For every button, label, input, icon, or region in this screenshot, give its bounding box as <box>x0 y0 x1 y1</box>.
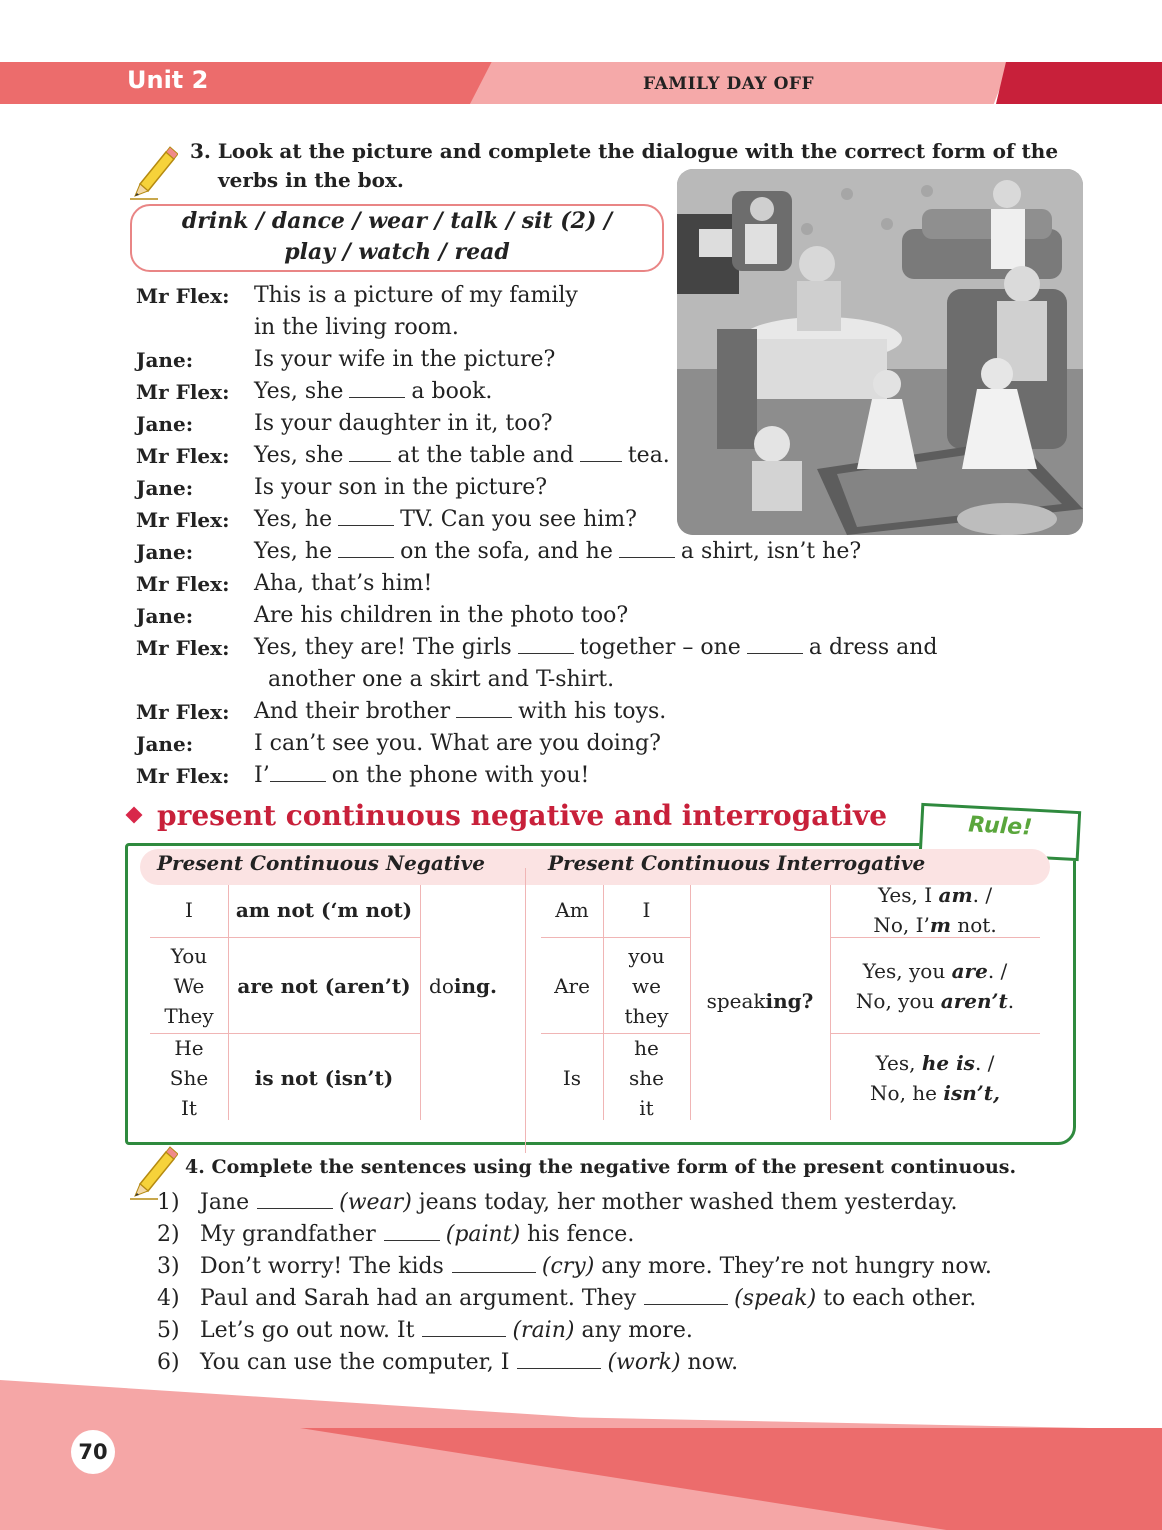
diamond-bullet-icon <box>126 807 143 824</box>
speaker: Mr Flex: <box>136 284 230 308</box>
neg-subject: I <box>185 898 193 922</box>
negative-header: Present Continuous Negative <box>157 851 485 875</box>
short-answer-yes: Yes, he is. / <box>875 1051 995 1075</box>
speaker: Jane: <box>136 348 194 372</box>
answer-blank[interactable] <box>422 1316 506 1337</box>
neg-subject: She <box>169 1066 209 1090</box>
dialogue-line: Is your wife in the picture? <box>254 347 556 372</box>
grid-line <box>830 1033 1040 1034</box>
speaker: Jane: <box>136 412 194 436</box>
dialogue-line: And their brother with his toys. <box>254 699 667 724</box>
short-answer-no: No, you aren’t. <box>855 989 1015 1013</box>
rule-badge-label: Rule! <box>967 812 1033 841</box>
dialogue-line: Yes, she at the table and tea. <box>254 443 670 468</box>
speaker: Jane: <box>136 476 194 500</box>
neg-subject: They <box>164 1004 214 1028</box>
exercise-sentence: My grandfather (paint) his fence. <box>200 1222 635 1247</box>
header-band-left <box>0 62 495 104</box>
speaker: Mr Flex: <box>136 572 230 596</box>
dialogue-line: Yes, he TV. Can you see him? <box>254 507 637 532</box>
living-room-illustration <box>677 169 1083 535</box>
speaker: Mr Flex: <box>136 508 230 532</box>
short-answer-no: No, he isn’t, <box>870 1081 1000 1105</box>
neg-aux: am not (‘m not) <box>235 898 413 922</box>
answer-blank[interactable] <box>384 1220 440 1241</box>
int-subject: it <box>639 1096 654 1120</box>
speaker: Mr Flex: <box>136 380 230 404</box>
speaker: Mr Flex: <box>136 636 230 660</box>
answer-blank[interactable] <box>518 633 574 654</box>
speaker: Jane: <box>136 604 194 628</box>
item-number: 4) <box>157 1286 180 1311</box>
exercise-sentence: Paul and Sarah had an argument. They (speak) to each other. <box>200 1286 977 1311</box>
verb-box <box>130 204 664 272</box>
answer-blank[interactable] <box>338 505 394 526</box>
verb-box-line2: play / watch / read <box>284 239 510 265</box>
int-subject: you <box>628 944 665 968</box>
item-number: 6) <box>157 1350 180 1375</box>
answer-blank[interactable] <box>456 697 512 718</box>
exercise-sentence: Jane (wear) jeans today, her mother washed them yesterday. <box>200 1190 958 1215</box>
chapter-title: FAMILY DAY OFF <box>643 74 815 94</box>
speaker: Jane: <box>136 540 194 564</box>
exercise-sentence: Don’t worry! The kids (cry) any more. They’re not hungry now. <box>200 1254 992 1279</box>
short-answer-yes: Yes, I am. / <box>877 883 993 907</box>
neg-subject: We <box>173 974 205 998</box>
speaker: Mr Flex: <box>136 700 230 724</box>
answer-blank[interactable] <box>517 1348 601 1369</box>
speaker: Jane: <box>136 732 194 756</box>
int-aux: Am <box>555 898 589 922</box>
speaker: Mr Flex: <box>136 444 230 468</box>
dialogue-line: Aha, that’s him! <box>254 571 433 596</box>
dialogue-line: Is your son in the picture? <box>254 475 548 500</box>
task3-instruction-line1: 3. Look at the picture and complete the dialogue with the correct form of the <box>190 139 1059 163</box>
answer-blank[interactable] <box>270 761 326 782</box>
dialogue-line: Yes, she a book. <box>254 379 493 404</box>
neg-subject: He <box>174 1036 204 1060</box>
neg-subject: You <box>170 944 208 968</box>
short-answer-yes: Yes, you are. / <box>862 959 1008 983</box>
answer-blank[interactable] <box>644 1284 728 1305</box>
grid-line <box>420 885 421 1120</box>
neg-verb: doing. <box>429 974 497 998</box>
answer-blank[interactable] <box>747 633 803 654</box>
section-title: present continuous negative and interrogative <box>157 799 888 832</box>
answer-blank[interactable] <box>349 377 405 398</box>
item-number: 2) <box>157 1222 180 1247</box>
dialogue-line: I can’t see you. What are you doing? <box>254 731 661 756</box>
int-subject: they <box>624 1004 669 1028</box>
neg-aux: is not (isn’t) <box>254 1066 394 1090</box>
unit-label: Unit 2 <box>127 66 209 94</box>
int-subject: we <box>632 974 661 998</box>
int-aux: Is <box>562 1066 582 1090</box>
dialogue-line: Is your daughter in it, too? <box>254 411 553 436</box>
item-number: 3) <box>157 1254 180 1279</box>
header-band-right <box>996 62 1162 104</box>
grid-line <box>541 937 690 938</box>
item-number: 1) <box>157 1190 180 1215</box>
item-number: 5) <box>157 1318 180 1343</box>
dialogue-line: in the living room. <box>254 315 459 340</box>
grid-line <box>525 868 526 1153</box>
speaker: Mr Flex: <box>136 764 230 788</box>
exercise-sentence: You can use the computer, I (work) now. <box>200 1350 739 1375</box>
neg-aux: are not (aren’t) <box>237 974 411 998</box>
dialogue-line: I’ on the phone with you! <box>254 763 590 788</box>
dialogue-line: This is a picture of my family <box>254 283 578 308</box>
pencil-icon <box>128 146 178 200</box>
dialogue-line: another one a skirt and T-shirt. <box>268 667 615 692</box>
exercise-sentence: Let’s go out now. It (rain) any more. <box>200 1318 693 1343</box>
answer-blank[interactable] <box>349 441 391 462</box>
int-subject: I <box>642 898 651 922</box>
verb-box-line1: drink / dance / wear / talk / sit (2) / <box>181 208 613 234</box>
task4-instruction: 4. Complete the sentences using the negative form of the present continuous. <box>185 1156 1017 1178</box>
int-aux: Are <box>554 974 590 998</box>
answer-blank[interactable] <box>580 441 622 462</box>
answer-blank[interactable] <box>619 537 675 558</box>
dialogue-line: Are his children in the photo too? <box>254 603 629 628</box>
dialogue-line: Yes, he on the sofa, and he a shirt, isn’t he? <box>254 539 862 564</box>
neg-subject: It <box>181 1096 197 1120</box>
dialogue-line: Yes, they are! The girls together – one a dress and <box>254 635 938 660</box>
int-verb: speaking? <box>706 989 814 1013</box>
short-answer-no: No, I’m not. <box>873 913 997 937</box>
task3-instruction-line2: verbs in the box. <box>218 168 404 192</box>
grid-line <box>150 937 420 938</box>
interrogative-header: Present Continuous Interrogative <box>548 851 926 875</box>
page-number: 70 <box>71 1430 115 1474</box>
answer-blank[interactable] <box>338 537 394 558</box>
answer-blank[interactable] <box>257 1188 333 1209</box>
answer-blank[interactable] <box>452 1252 536 1273</box>
int-subject: she <box>629 1066 664 1090</box>
int-subject: he <box>634 1036 659 1060</box>
